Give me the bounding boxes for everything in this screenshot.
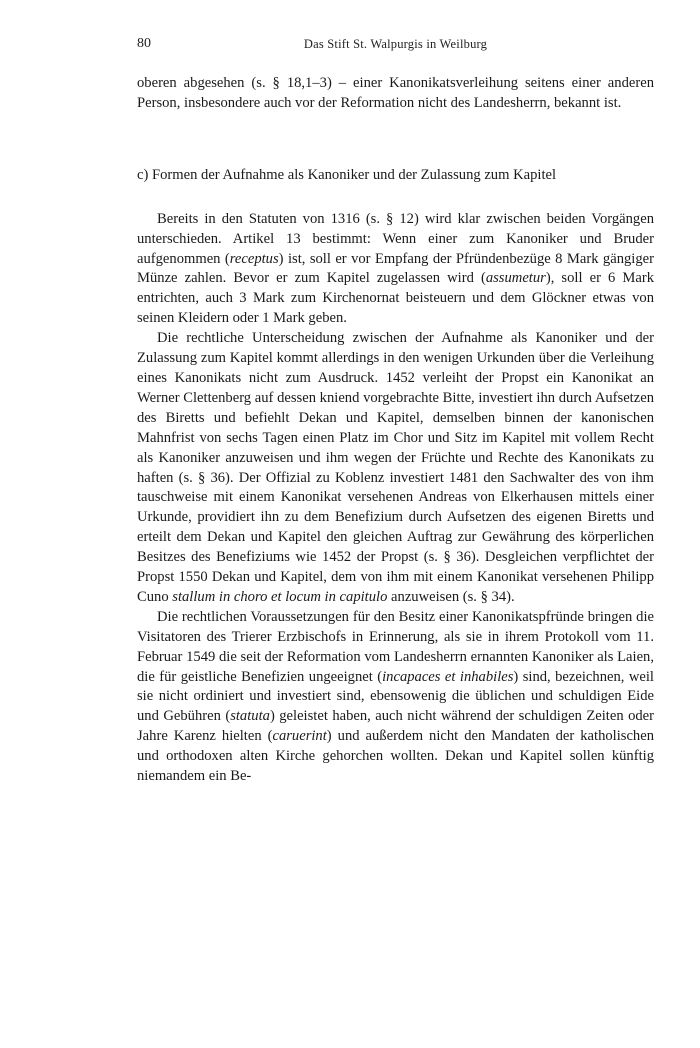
- paragraph-statuten: [137, 210, 654, 329]
- text-run: anzuweisen (s. § 34).: [387, 588, 515, 605]
- latin-term: caruerint: [272, 728, 327, 745]
- body-text: [137, 74, 654, 787]
- latin-term: stallum in choro et locum in capitulo: [172, 588, 388, 605]
- paragraph-continuation: oberen abgesehen (s. § 18,1–3) – einer Kanonikatsverleihung seitens einer anderen Person, insbesondere auch vor der Reformation nicht des Landesherrn, bekannt ist.: [137, 75, 654, 111]
- latin-term: incapaces et inhabiles: [382, 668, 514, 685]
- text-run: Die rechtliche Unterscheidung zwischen der Aufnahme als Kanoniker und der Zulassung zum Kapitel kommt allerdings in den wenigen Urkunden über die Verleihung eines Kanonikats nicht zum Ausdruck. 1452 verleiht der Propst ein Kanonikat an Werner Clettenberg auf dessen kniend vorgebrachte Bitte, investiert ihn durch Aufsetzen des Biretts und befiehlt Dekan und Kapitel, demselben binnen der kanonischen Mahnfrist von sechs Tagen einen Platz im Chor und Sitz im Kapitel mit vollem Recht als Kanoniker anzuweisen und ihm wegen der Früchte und Rechte des Kanonikats zu haften (s. § 36). Der Offizial zu Koblenz investiert 1481 den Sachwalter des von ihm tauschweise mit einem Kanonikat versehenen Andreas von Elkerhausen mittels einer Urkunde, providiert ihn zu dem Benefizium durch Aufsetzen des eigenen Biretts und erteilt dem Dekan und Kapitel den gleichen Auftrag zur Gewährung des körperlichen Besitzes des Benefiziums wie 1452 der Propst (s. § 36). Desgleichen verpflichtet der Propst 1550 Dekan und Kapitel, dem von ihm mit einem Kanonikat versehenen Philipp Cuno: [137, 330, 654, 605]
- latin-term: assumetur: [485, 270, 546, 287]
- book-page: [137, 36, 654, 787]
- running-head: [137, 36, 654, 56]
- latin-term: receptus: [229, 250, 279, 267]
- section-heading: c) Formen der Aufnahme als Kanoniker und der Zulassung zum Kapitel: [137, 166, 557, 183]
- text-run: ) und außerdem nicht den Mandaten der katholischen und orthodoxen alten Kirche gehorchen wollten. Dekan und Kapitel sollen künftig niemandem ein Be-: [137, 728, 655, 785]
- text-run: ) ist, soll er vor Empfang der Pfründenbezüge 8 Mark gängiger Münze zahlen. Bevor er zum Kapitel zugelassen wird (: [137, 250, 654, 287]
- text-run: ), soll er 6 Mark entrichten, auch 3 Mark zum Kirchenornat beisteuern und dem Glöckner etwas von seinen Kleidern oder 1 Mark geben.: [137, 270, 654, 327]
- text-run: ) geleistet haben, auch nicht während der schuldigen Zeiten oder Jahre Karenz hielten (: [137, 708, 655, 745]
- page-number: 80: [137, 36, 151, 51]
- running-title: Das Stift St. Walpurgis in Weilburg: [303, 37, 488, 51]
- paragraph-voraussetzungen: [137, 608, 654, 787]
- latin-term: statuta: [230, 708, 270, 725]
- text-run: ) sind, bezeichnen, weil sie nicht ordiniert und investiert sind, ebensowenig die üblichen und schuldigen Eide und Gebühren (: [137, 668, 654, 725]
- paragraph-unterscheidung: [137, 329, 654, 608]
- text-run: Die rechtlichen Voraussetzungen für den Besitz einer Kanonikatspfründe bringen die Visitatoren des Trierer Erzbischofs in Erinnerung, als sie in ihrem Protokoll vom 11. Februar 1549 die seit der Reformation vom Landesherrn ernannten Kanoniker als Laien, die für geistliche Benefizien ungeeignet (: [137, 608, 654, 685]
- text-run: Bereits in den Statuten von 1316 (s. § 12) wird klar zwischen beiden Vorgängen unterschieden. Artikel 13 bestimmt: Wenn einer zum Kanoniker und Bruder aufgenommen (: [137, 210, 654, 267]
